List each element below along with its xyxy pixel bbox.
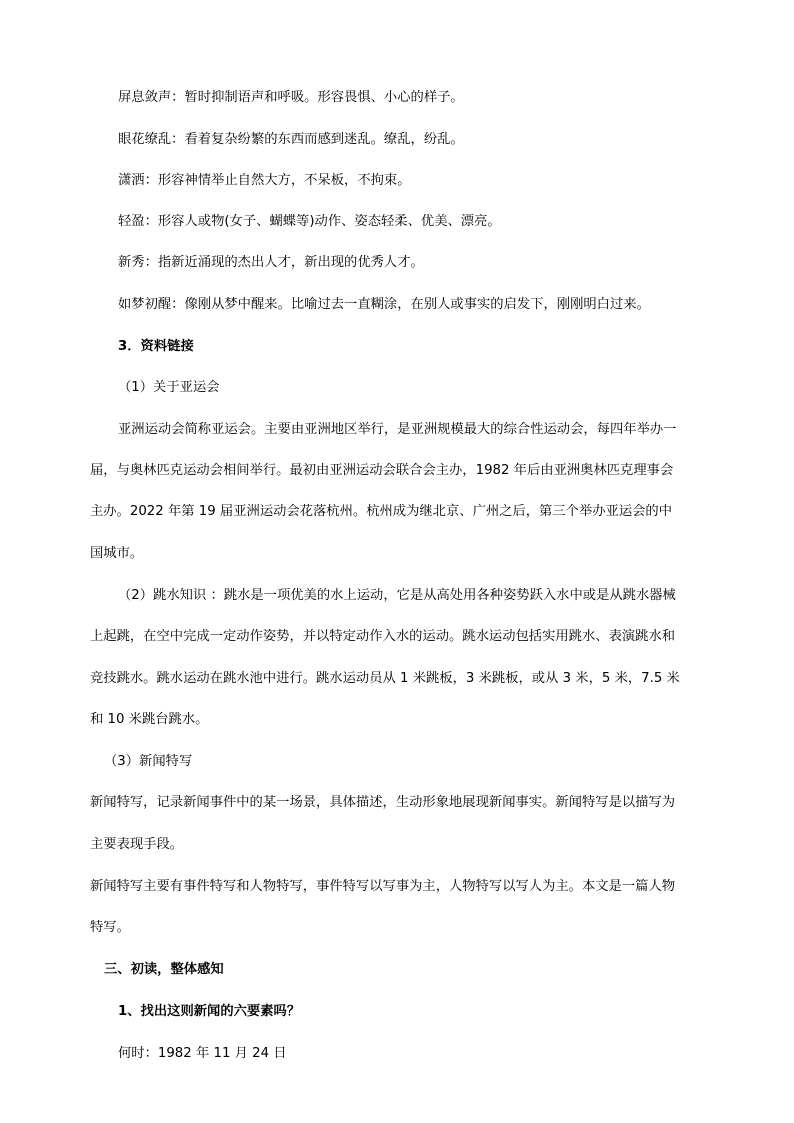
paragraph-line: 届，与奥林匹克运动会相间举行。最初由亚洲运动会联合会主办，1982 年后由亚洲奥林匹克理事会 [90, 463, 674, 478]
paragraph-line: 国城市。 [90, 546, 144, 561]
paragraph-line: 新闻特写，记录新闻事件中的某一场景，具体描述，生动形象地展现新闻事实。新闻特写是以描写为 [90, 795, 676, 810]
question-heading: 1、找出这则新闻的六要素吗？ [118, 1004, 301, 1019]
paragraph-line: 特写。 [90, 920, 130, 935]
subsection-title: （1）关于亚运会 [118, 380, 220, 395]
vocab-item-6: 如梦初醒：像刚从梦中醒来。比喻过去一直糊涂，在别人或事实的启发下，刚刚明白过来。 [118, 297, 650, 312]
answer-line: 何时：1982 年 11 月 24 日 [118, 1046, 287, 1061]
paragraph-line: 新闻特写主要有事件特写和人物特写，事件特写以写事为主，人物特写以写人为主。本文是一篇人物 [90, 879, 676, 894]
vocab-item-1: 屏息敛声：暂时抑制语声和呼吸。形容畏惧、小心的样子。 [118, 90, 464, 105]
paragraph-line: 竞技跳水。跳水运动在跳水池中进行。跳水运动员从 1 米跳板，3 米跳板，或从 3 米，5 米，7.5 米 [90, 671, 680, 686]
vocab-item-5: 新秀：指新近涌现的杰出人才，新出现的优秀人才。 [118, 255, 424, 270]
paragraph-line: 主要表现手段。 [90, 837, 184, 852]
paragraph-line: 主办。2022 年第 19 届亚洲运动会花落杭州。杭州成为继北京、广州之后，第三个举办亚运会的中 [90, 504, 673, 519]
paragraph-line: 上起跳，在空中完成一定动作姿势，并以特定动作入水的运动。跳水运动包括实用跳水、表演跳水和 [90, 629, 676, 644]
vocab-item-4: 轻盈：形容人或物(女子、蝴蝶等)动作、姿态轻柔、优美、漂亮。 [118, 214, 501, 229]
section-heading: 3．资料链接 [118, 339, 194, 354]
paragraph-line: 和 10 米跳台跳水。 [90, 712, 209, 727]
paragraph-line: （2）跳水知识 ：跳水是一项优美的水上运动，它是从高处用各种姿势跃入水中或是从跳水器械 [118, 588, 676, 603]
vocab-item-2: 眼花缭乱：看着复杂纷繁的东西而感到迷乱。缭乱，纷乱。 [118, 132, 464, 147]
paragraph-line: 亚洲运动会简称亚运会。主要由亚洲地区举行，是亚洲规模最大的综合性运动会，每四年举办一 [118, 422, 677, 437]
vocab-item-3: 潇洒：形容神情举止自然大方，不呆板，不拘束。 [118, 173, 411, 188]
part-heading: 三、初读，整体感知 [104, 962, 224, 977]
subsection-title: （3）新闻特写 [104, 754, 193, 769]
